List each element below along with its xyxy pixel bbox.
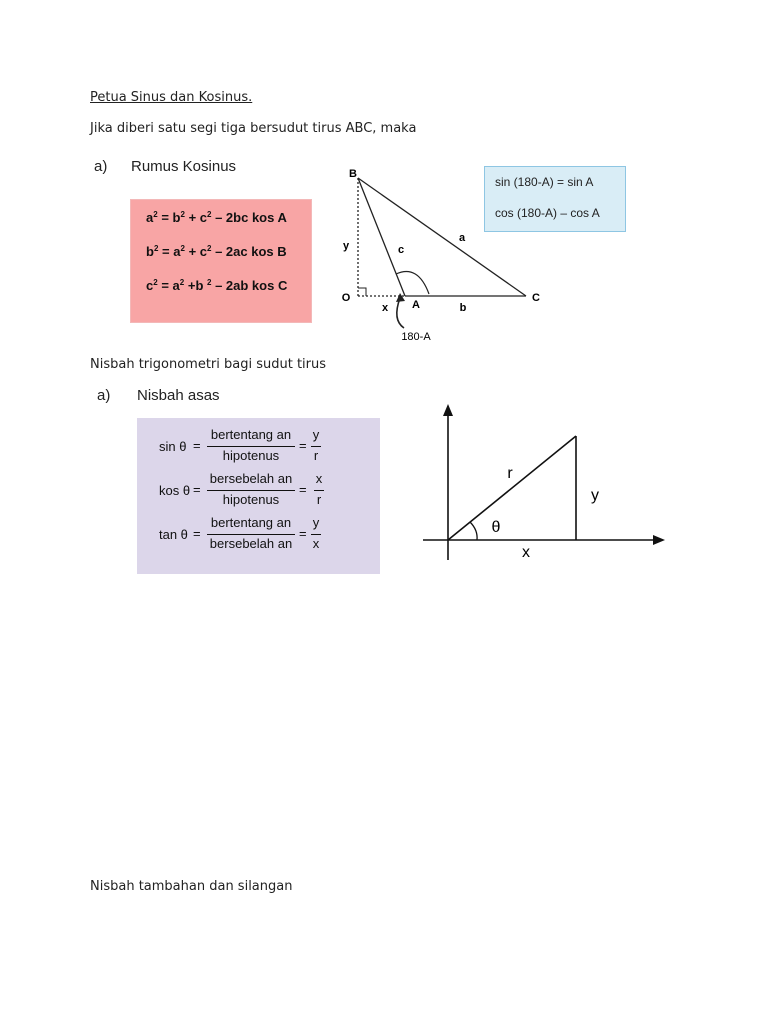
identity-box bbox=[484, 166, 626, 232]
cosine-rule-c: $c^2 = a^2 +b$ $^2$ – 2ab kos C bbox=[146, 278, 288, 293]
intro-text: Jika diberi satu segi tiga bersudut tirus ABC, maka bbox=[90, 121, 417, 136]
hypotenuse-line bbox=[448, 436, 576, 540]
ratio-tan-den2: x bbox=[312, 536, 320, 551]
ratio-sin-den2: r bbox=[313, 448, 319, 463]
ratio-kos-den: hipotenus bbox=[222, 492, 280, 507]
section2-label: a) bbox=[97, 387, 111, 404]
ratio-sin-den: hipotenus bbox=[222, 448, 280, 463]
ratio-tan-num2: y bbox=[312, 515, 320, 530]
ratio-kos-num: bersebelah an bbox=[209, 471, 293, 486]
ratio-kos-fn: kos θ bbox=[159, 483, 191, 498]
side-b-label: b bbox=[459, 302, 467, 314]
side-x-label: x bbox=[522, 544, 530, 561]
page-title: Petua Sinus dan Kosinus. bbox=[90, 90, 253, 105]
angle-180-a-label: 180-A bbox=[401, 331, 431, 343]
trig-heading: Nisbah trigonometri bagi sudut tirus bbox=[90, 357, 327, 372]
hyp-r-label: r bbox=[507, 465, 513, 482]
vertex-o-label: O bbox=[341, 292, 351, 304]
identity-cos: cos (180-A) – cos A bbox=[495, 206, 600, 220]
ratio-kos-den2: r bbox=[316, 492, 322, 507]
ratio-kos-num2: x bbox=[315, 471, 323, 486]
section1-label: a) bbox=[94, 158, 108, 175]
identity-sin: sin (180-A) = sin A bbox=[495, 175, 594, 189]
right-triangle-diagram bbox=[415, 398, 670, 568]
supplementary-heading: Nisbah tambahan dan silangan bbox=[90, 879, 293, 894]
theta-label: θ bbox=[491, 519, 501, 536]
theta-arc bbox=[470, 522, 477, 540]
side-y-label: y bbox=[591, 487, 599, 504]
cosine-rule-a: $a^2 = b^2 + c^2 - 2bc$ kos A bbox=[146, 210, 287, 225]
section1-title: Rumus Kosinus bbox=[131, 158, 237, 175]
section2-title: Nisbah asas bbox=[137, 387, 220, 404]
vertex-a-label: A bbox=[412, 299, 420, 311]
angle-arc bbox=[396, 272, 429, 295]
side-x-label: x bbox=[381, 302, 389, 314]
ratio-tan-num: bertentang an bbox=[210, 515, 292, 530]
side-a-label: a bbox=[458, 232, 466, 244]
side-y-label: y bbox=[342, 240, 350, 252]
ratio-tan-den: bersebelah an bbox=[209, 536, 293, 551]
ratio-kos: kos θ = bersebelah an hipotenus = x r bbox=[137, 472, 380, 516]
right-angle-marker bbox=[358, 288, 366, 296]
ratio-sin: sin θ = bertentang an hipotenus = y r bbox=[137, 428, 380, 472]
vertex-b-label: B bbox=[349, 168, 357, 180]
cosine-rule-b: $b^2 = a^2 + c^2 - 2ac$ kos B bbox=[146, 244, 287, 259]
ratio-tan: tan θ = bertentang an bersebelah an = y x bbox=[137, 516, 380, 560]
side-c-label: c bbox=[397, 244, 405, 256]
x-axis-arrow-icon bbox=[653, 535, 665, 545]
angle-pointer-arrow bbox=[397, 298, 404, 328]
ratio-tan-fn: tan θ bbox=[159, 527, 188, 542]
cosine-rule-box bbox=[130, 199, 312, 323]
ratio-sin-fn: sin θ bbox=[159, 439, 187, 454]
basic-ratio-box bbox=[137, 418, 380, 574]
y-axis-arrow-icon bbox=[443, 404, 453, 416]
vertex-c-label: C bbox=[532, 292, 540, 304]
side-c-line bbox=[358, 178, 405, 296]
ratio-sin-num: bertentang an bbox=[210, 427, 292, 442]
ratio-sin-num2: y bbox=[312, 427, 320, 442]
